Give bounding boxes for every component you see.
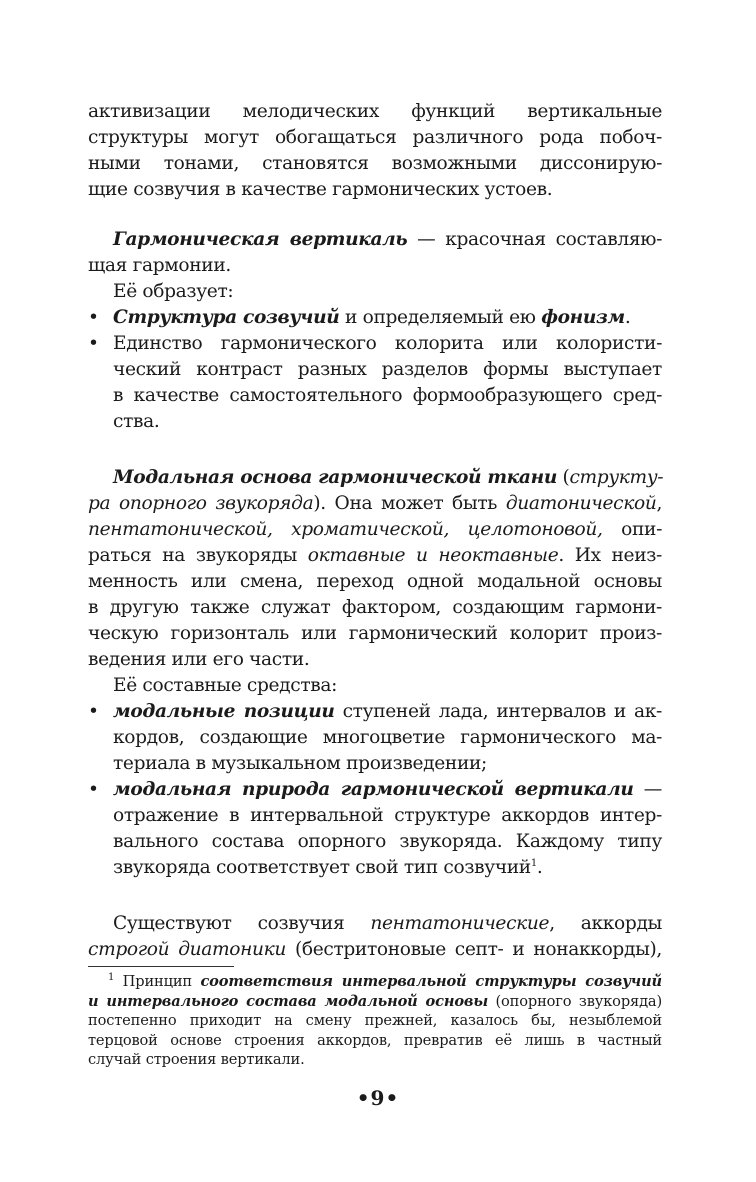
bullet-icon: • [88, 307, 99, 328]
text-line: ра опорного звукоряда). Она может быть диатонической, [88, 493, 663, 514]
text-line: отражение в интервальной структуре аккордов интер- [113, 805, 662, 826]
text-line: Её образует: [113, 281, 234, 302]
text-line: Гармоническая вертикаль — красочная составляю- [113, 229, 662, 250]
main-text [88, 99, 662, 963]
footnote-ref[interactable]: 1 [530, 857, 537, 869]
text-line: кордов, создающие многоцветие гармонического ма- [113, 727, 662, 748]
paragraph-modal-basis [88, 465, 662, 673]
footnote-line: и интервального состава модальной основы (опорного звукоряда) [88, 992, 662, 1010]
footnote-line: случай строения вертикали. [88, 1051, 305, 1069]
text-line: раться на звукоряды октавные и неоктавные. Их неиз- [88, 545, 662, 566]
list-item: • Единство гармонического колорита или колористи- [88, 331, 662, 357]
bullet-icon: • [88, 701, 99, 722]
paragraph-1 [88, 99, 662, 203]
paragraph-components [88, 673, 662, 881]
text-line: вального состава опорного звукоряда. Каждому типу [113, 831, 662, 852]
text-line: ческую горизонталь или гармонический колорит произ- [88, 623, 662, 644]
text-line: менность или смена, переход одной модальной основы [88, 571, 662, 592]
text-line: ными тонами, становятся возможными диссонирую- [88, 153, 662, 174]
page-number: •9• [356, 1086, 400, 1110]
text-line: щая гармонии. [88, 255, 231, 276]
bullet-icon: • [88, 779, 99, 800]
text-line: Существуют созвучия пентатонические, аккорды [113, 913, 662, 934]
text-line: пентатонической, хроматической, целотоновой, опи- [88, 519, 662, 540]
list-item: • модальные позиции ступеней лада, интервалов и ак- [88, 699, 662, 725]
text-line: щие созвучия в качестве гармонических устоев. [88, 179, 553, 200]
footnote-mark: 1 [108, 972, 115, 984]
text-line: строгой диатоники (бестритоновые септ- и нонаккорды), [88, 939, 662, 960]
text-line: в качестве самостоятельного формообразующего сред- [113, 385, 662, 406]
text-line: Её составные средства: [113, 675, 338, 696]
text-line: Модальная основа гармонической ткани (структу- [113, 467, 664, 488]
text-line: в другую также служат фактором, создающим гармони- [88, 597, 662, 618]
text-line: звукоряда соответствует свой тип созвучий$^1$. [113, 857, 543, 878]
paragraph-chords [88, 911, 662, 963]
footnote-line: $^1$ Принцип соответствия интервальной структуры созвучий [108, 972, 662, 990]
text-line: структуры могут обогащаться различного рода побоч- [88, 127, 662, 148]
text-line: ческий контраст разных разделов формы выступает [113, 359, 662, 380]
text-line: ства. [113, 411, 160, 432]
bullet-icon: • [88, 333, 99, 354]
list-item: • Структура созвучий и определяемый ею фонизм. [88, 305, 662, 331]
footnote-divider [88, 966, 234, 967]
footnote [88, 972, 662, 1070]
list-item: • модальная природа гармонической вертикали — [88, 777, 662, 803]
text-line: активизации мелодических функций вертикальные [88, 101, 662, 122]
footnote-line: постепенно приходит на смену прежней, казалось бы, незыблемой [88, 1012, 662, 1030]
text-line: териала в музыкальном произведении; [113, 753, 487, 774]
paragraph-harmonic-vertical [88, 227, 662, 435]
footnote-line: терцовой основе строения аккордов, превратив её лишь в частный [88, 1031, 662, 1049]
text-line: ведения или его части. [88, 649, 310, 670]
term-harmonic-vertical: Гармоническая вертикаль [113, 229, 408, 250]
